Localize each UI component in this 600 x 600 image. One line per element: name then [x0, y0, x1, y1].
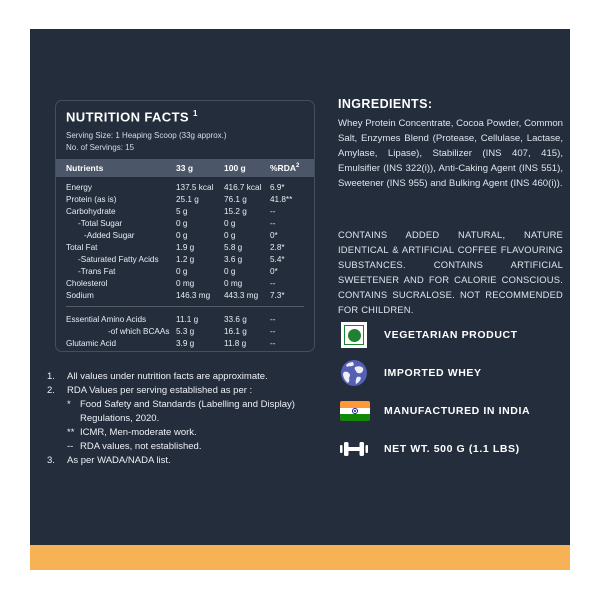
footnote-2b	[47, 426, 337, 440]
value-100g: 15.2 g	[224, 206, 247, 216]
footnote-2	[47, 384, 337, 398]
value-rda: 7.3*	[270, 290, 285, 300]
value-100g: 0 g	[224, 218, 236, 228]
footnote-2c	[47, 440, 337, 454]
table-row	[66, 181, 304, 193]
table-row	[66, 337, 304, 349]
table-row	[66, 289, 304, 301]
india-flag-icon	[338, 401, 384, 421]
ingredients-text: Whey Protein Concentrate, Cocoa Powder, Common Salt, Enzymes Blend (Protease, Cellulase, Lactase, Amylase, Lipase), Stabilizer (INS 407, 415), Emulsifier (INS 322(i)), Anti-Caking Agent (INS 551), Sweetener (INS 955) and Bulking Agent (INS 460(i)).	[338, 118, 563, 189]
nutrition-facts-title-text: NUTRITION FACTS	[66, 109, 189, 125]
footnote-text: All values under nutrition facts are approximate.	[67, 371, 268, 382]
value-100g: 3.6 g	[224, 254, 243, 264]
badge-made-in-india	[338, 397, 578, 425]
table-separator	[66, 306, 304, 307]
value-100g: 416.7 kcal	[224, 182, 262, 192]
footnote-number: 2.	[47, 385, 55, 396]
value-rda: --	[270, 218, 276, 228]
badge-label: VEGETARIAN PRODUCT	[384, 329, 518, 341]
value-100g: 0 mg	[224, 278, 243, 288]
footnote-marker: **	[67, 427, 75, 438]
ingredients-heading: INGREDIENTS:	[338, 97, 433, 111]
value-rda: --	[270, 206, 276, 216]
value-33g: 1.9 g	[176, 242, 195, 252]
accent-bar	[30, 545, 570, 570]
value-100g: 443.3 mg	[224, 290, 259, 300]
table-row	[66, 193, 304, 205]
footnote-text: ICMR, Men-moderate work.	[80, 427, 197, 438]
value-rda: 5.4*	[270, 254, 285, 264]
badge-label: IMPORTED WHEY	[384, 367, 482, 379]
globe-icon	[338, 359, 384, 387]
value-33g: 11.1 g	[176, 314, 199, 324]
badge-vegetarian	[338, 321, 578, 349]
nutrient-name: -Added Sugar	[84, 230, 135, 240]
servings-count: No. of Servings: 15	[66, 143, 135, 152]
value-100g: 0 g	[224, 230, 236, 240]
nutrient-name: Glutamic Acid	[66, 338, 117, 348]
footnote-number: 1.	[47, 371, 55, 382]
serving-size: Serving Size: 1 Heaping Scoop (33g approx.)	[66, 131, 227, 140]
dumbbell-icon	[338, 440, 384, 458]
nutrient-name: Cholesterol	[66, 278, 108, 288]
table-row	[66, 325, 304, 337]
value-rda: 41.8**	[270, 194, 293, 204]
table-row	[66, 253, 304, 265]
advisory-text: CONTAINS ADDED NATURAL, NATURE IDENTICAL & ARTIFICIAL COFFEE FLAVOURING SUBSTANCES. CONTAINS ARTIFICIAL SWEETENER AND FOR CALORIE CONSCIOUS. CONTAINS SUCRALOSE. NOT RECOMMENDED FOR CHILDREN.	[338, 229, 563, 315]
value-100g: 16.1 g	[224, 326, 247, 336]
table-row	[66, 229, 304, 241]
footnote-1	[47, 370, 337, 384]
footnotes	[47, 370, 337, 468]
footnote-text: RDA values, not established.	[80, 441, 202, 452]
footnote-text: As per WADA/NADA list.	[67, 455, 171, 466]
value-33g: 146.3 mg	[176, 290, 211, 300]
header-rda-text: %RDA	[270, 163, 296, 173]
value-100g: 76.1 g	[224, 194, 247, 204]
nutrient-name: Total Fat	[66, 242, 98, 252]
badge-net-weight	[338, 435, 578, 463]
table-body	[56, 181, 314, 349]
table-row	[66, 313, 304, 325]
footnote-number: 3.	[47, 455, 55, 466]
footnote-text: RDA Values per serving established as per :	[67, 385, 253, 396]
value-33g: 0 g	[176, 218, 188, 228]
value-rda: 2.8*	[270, 242, 285, 252]
badge-list	[338, 321, 578, 473]
value-33g: 0 g	[176, 266, 188, 276]
value-rda: 0*	[270, 230, 278, 240]
table-row	[66, 205, 304, 217]
nutrient-name: Carbohydrate	[66, 206, 116, 216]
header-33g: 33 g	[176, 163, 194, 173]
footnote-2a	[47, 398, 337, 426]
header-rda	[270, 163, 304, 173]
nutrition-facts-title	[66, 109, 198, 124]
nutrient-name: -of which BCAAs	[108, 326, 170, 336]
vegetarian-mark-icon	[338, 322, 384, 348]
value-33g: 0 g	[176, 230, 188, 240]
value-100g: 11.8 g	[224, 338, 247, 348]
footnote-marker: *	[67, 399, 71, 410]
value-33g: 1.2 g	[176, 254, 195, 264]
footnote-text: Food Safety and Standards (Labelling and Display) Regulations, 2020.	[80, 399, 295, 424]
nutrient-name: Protein (as is)	[66, 194, 117, 204]
badge-label: NET WT. 500 G (1.1 LBS)	[384, 443, 520, 455]
rda-footnote-ref: 2	[295, 163, 300, 170]
nutrient-name: Sodium	[66, 290, 94, 300]
footnote-3	[47, 454, 337, 468]
footnote-marker: --	[67, 441, 74, 452]
table-row	[66, 265, 304, 277]
value-rda: --	[270, 278, 276, 288]
badge-imported-whey	[338, 359, 578, 387]
label-panel	[30, 29, 570, 545]
value-rda: --	[270, 326, 276, 336]
value-33g: 3.9 g	[176, 338, 195, 348]
table-header	[56, 159, 314, 177]
table-row	[66, 277, 304, 289]
value-100g: 0 g	[224, 266, 236, 276]
header-100g: 100 g	[224, 163, 246, 173]
value-rda: --	[270, 314, 276, 324]
value-rda: 6.9*	[270, 182, 285, 192]
nutrient-name: -Total Sugar	[78, 218, 123, 228]
value-33g: 0 mg	[176, 278, 195, 288]
header-nutrients: Nutrients	[66, 163, 104, 173]
nutrient-name: -Trans Fat	[78, 266, 116, 276]
nutrient-name: Energy	[66, 182, 92, 192]
table-row	[66, 217, 304, 229]
value-100g: 5.8 g	[224, 242, 243, 252]
value-rda: --	[270, 338, 276, 348]
value-rda: 0*	[270, 266, 278, 276]
nutrition-facts-card	[55, 100, 315, 352]
nutrient-name: Essential Amino Acids	[66, 314, 147, 324]
value-100g: 33.6 g	[224, 314, 247, 324]
value-33g: 25.1 g	[176, 194, 199, 204]
table-row	[66, 241, 304, 253]
nutrient-name: -Saturated Fatty Acids	[78, 254, 159, 264]
value-33g: 5.3 g	[176, 326, 195, 336]
value-33g: 137.5 kcal	[176, 182, 214, 192]
badge-label: MANUFACTURED IN INDIA	[384, 405, 531, 417]
value-33g: 5 g	[176, 206, 188, 216]
title-footnote-ref: 1	[193, 109, 198, 118]
